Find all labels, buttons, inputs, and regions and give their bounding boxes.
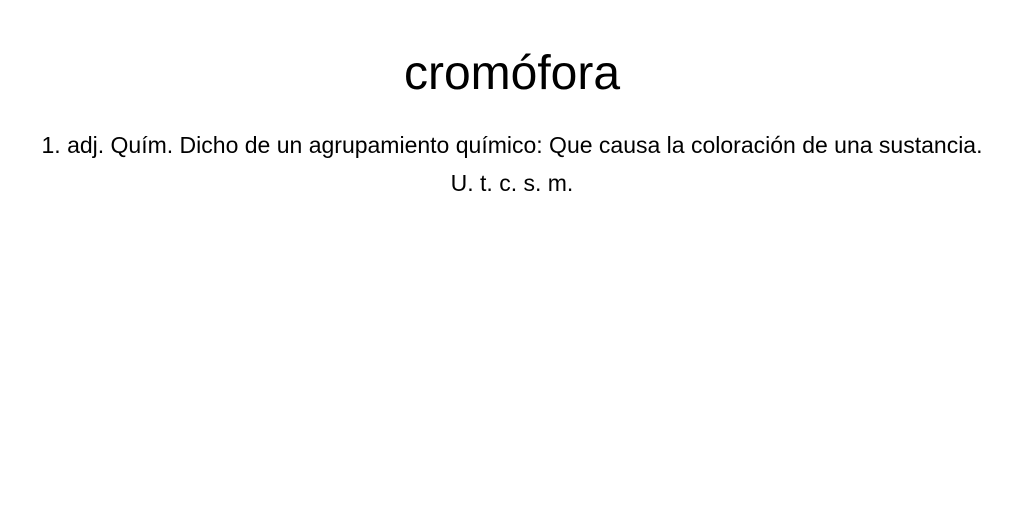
headword: cromófora [403, 47, 621, 100]
definition-text: 1. adj. Quím. Dicho de un agrupamiento químico: Que causa la coloración de una sustancia. U. t. c. s. m. [41, 132, 983, 196]
